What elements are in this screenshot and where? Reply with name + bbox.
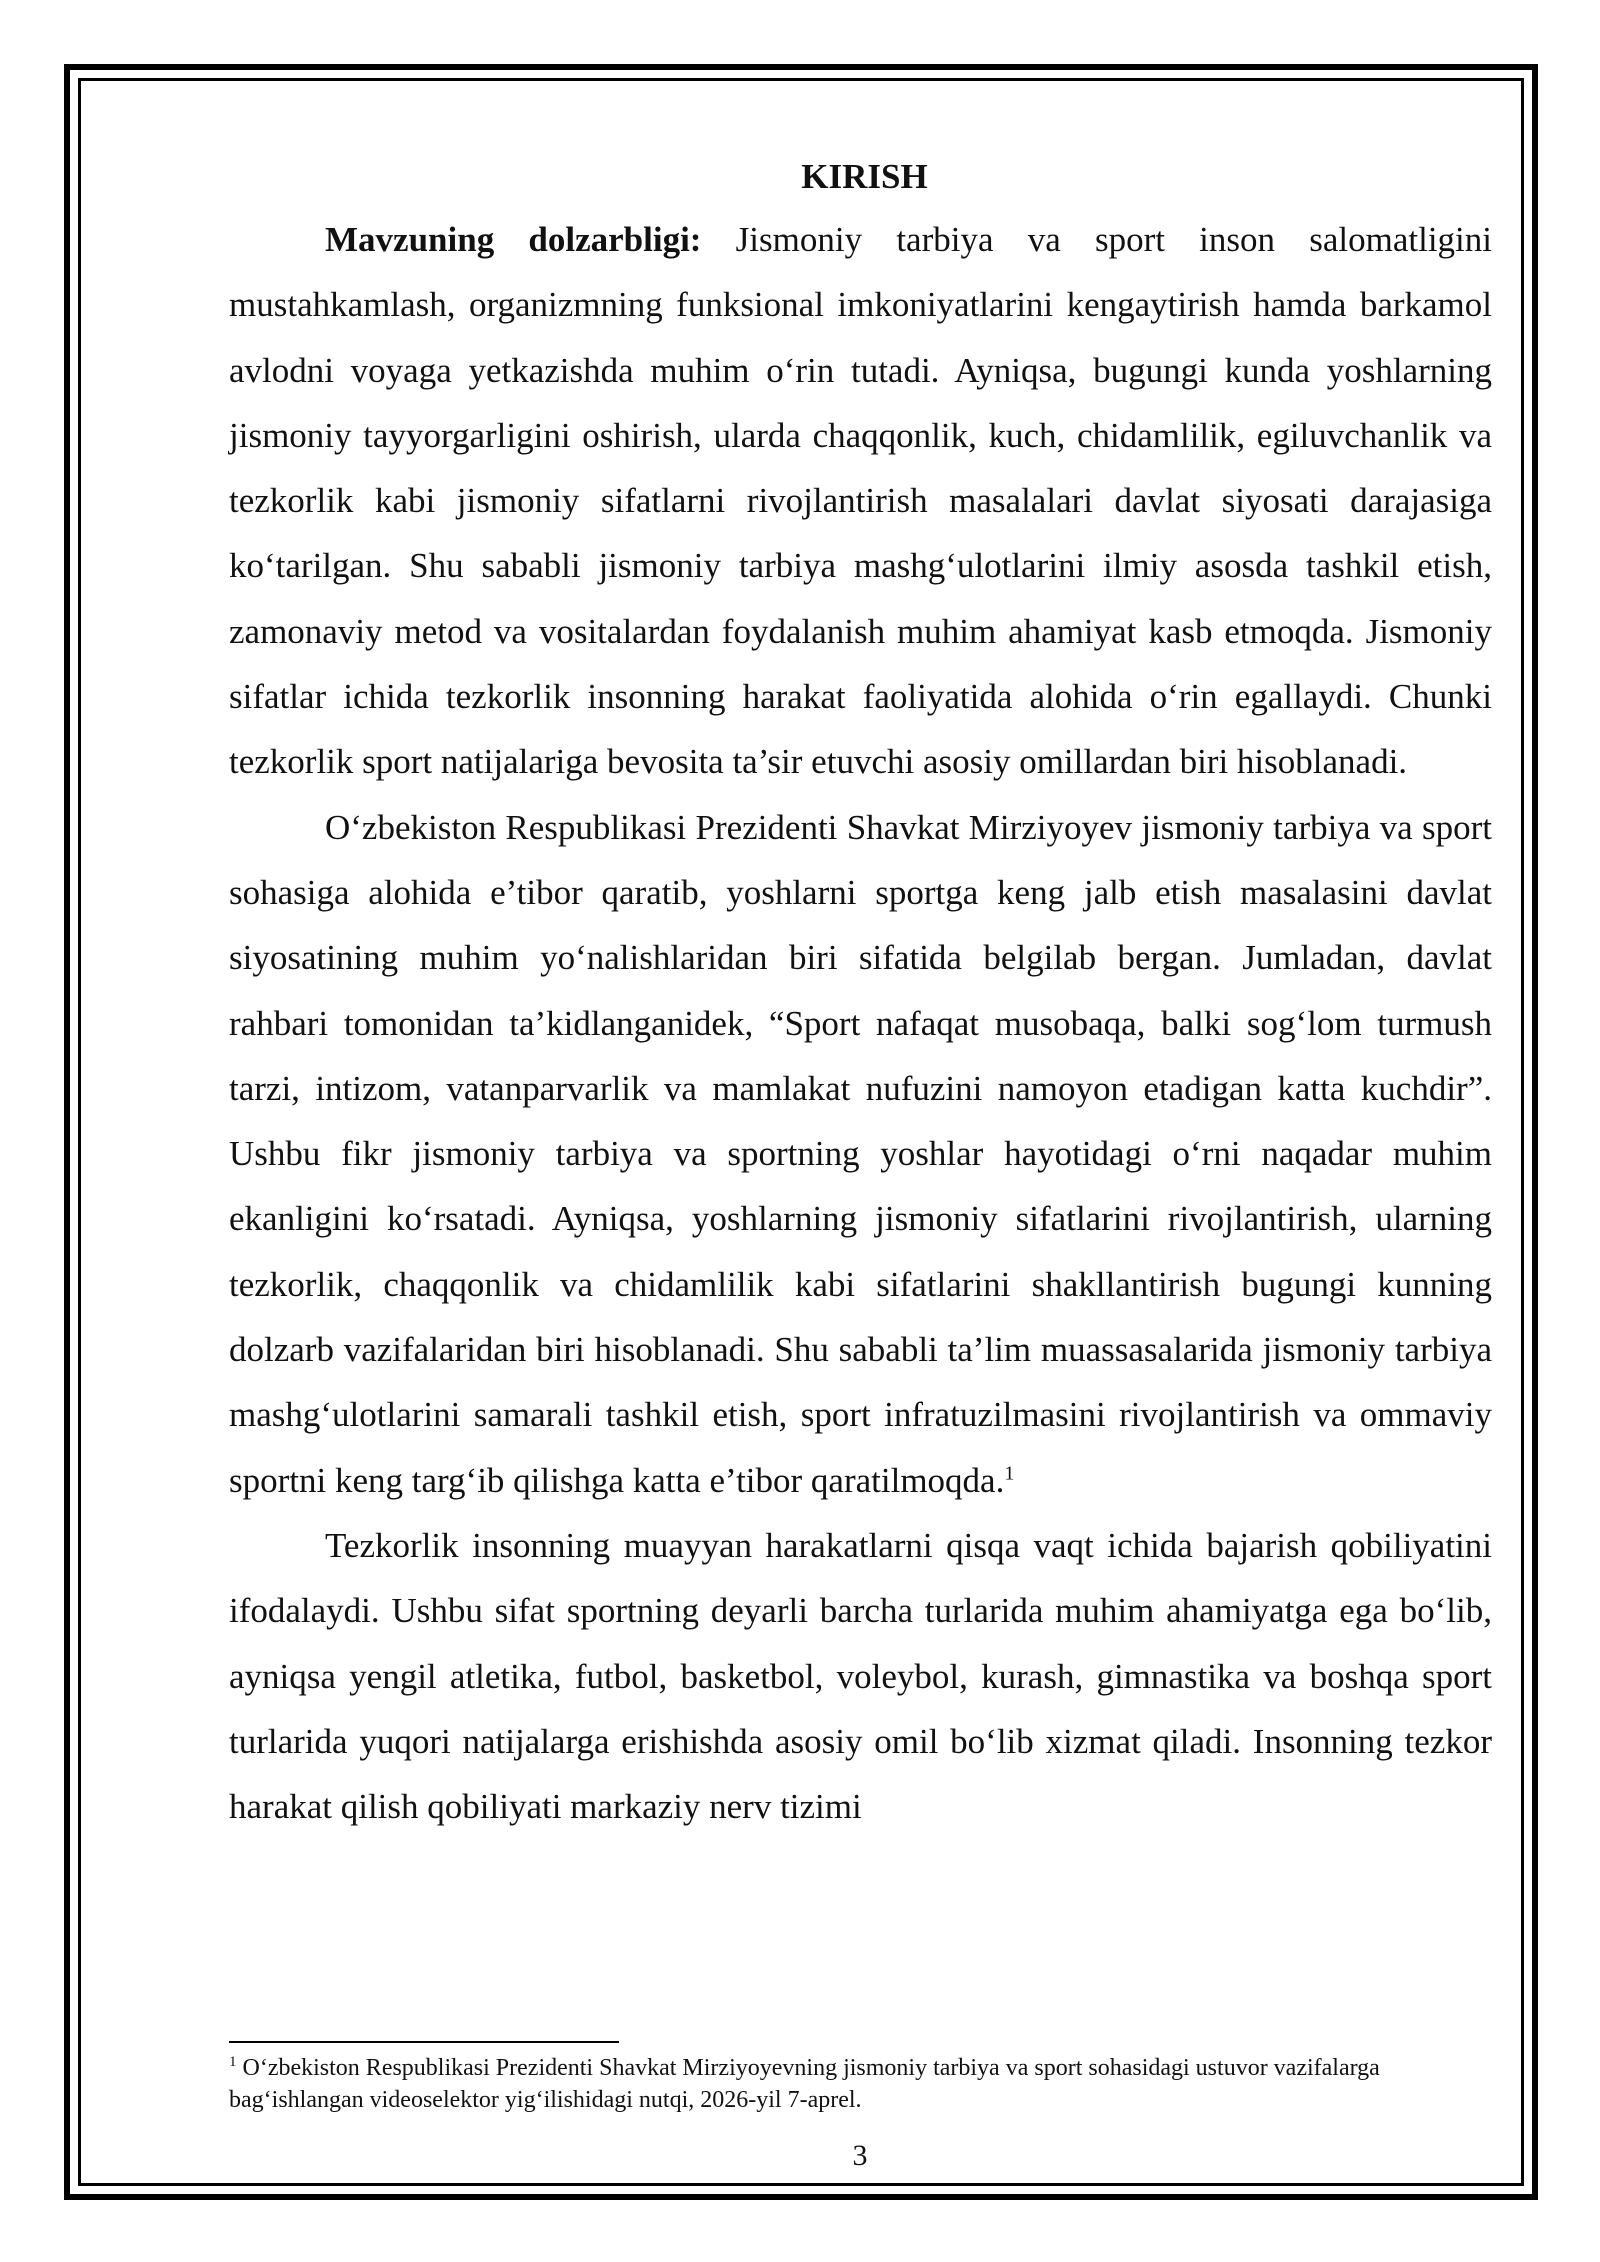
footnote-separator [229, 2041, 619, 2043]
footnote [229, 2052, 1492, 2116]
paragraph-relevance [229, 207, 1492, 795]
page-body [229, 147, 1492, 1839]
paragraph-text: O‘zbekiston Respublikasi Prezidenti Shavkat Mirziyoyev jismoniy tarbiya va sport sohasiga alohida e’tibor qaratib, yoshlarni sportga keng jalb etish masalasini davlat siyosatining muhim yo‘nalishlaridan biri sifatida belgilab bergan. Jumladan, davlat rahbari tomonidan ta’kidlanganidek, “Sport nafaqat musobaqa, balki sog‘lom turmush tarzi, intizom, vatanparvarlik va mamlakat nufuzini namoyon etadigan katta kuchdir”. Ushbu fikr jismoniy tarbiya va sportning yoshlar hayotidagi o‘rni naqadar muhim ekanligini ko‘rsatadi. Ayniqsa, yoshlarning jismoniy sifatlarini rivojlantirish, ularning tezkorlik, chaqqonlik va chidamlilik kabi sifatlarini shakllantirish bugungi kunning dolzarb vazifalaridan biri hisoblanadi. Shu sababli ta’lim muassasalarida jismoniy tarbiya mashg‘ulotlarini samarali tashkil etish, sport infratuzilmasini rivojlantirish va ommaviy sportni keng targ‘ib qilishga katta e’tibor qaratilmoqda. [229, 807, 1492, 1500]
paragraph-lead: Mavzuning dolzarbligi: [325, 220, 702, 259]
footnote-marker: 1 [229, 2054, 237, 2070]
paragraph-president [229, 795, 1492, 1513]
paragraph-speed [229, 1513, 1492, 1839]
paragraph-text: Jismoniy tarbiya va sport inson salomatligini mustahkamlash, organizmning funksional imkoniyatlarini kengaytirish hamda barkamol avlodni voyaga yetkazishda muhim o‘rin tutadi. Ayniqsa, bugungi kunda yoshlarning jismoniy tayyorgarligini oshirish, ularda chaqqonlik, kuch, chidamlilik, egiluvchanlik va tezkorlik kabi jismoniy sifatlarni rivojlantirish masalalari davlat siyosati darajasiga ko‘tarilgan. Shu sababli jismoniy tarbiya mashg‘ulotlarini ilmiy asosda tashkil etish, zamonaviy metod va vositalardan foydalanish muhim ahamiyat kasb etmoqda. Jismoniy sifatlar ichida tezkorlik insonning harakat faoliyatida alohida o‘rin egallaydi. Chunki tezkorlik sport natijalariga bevosita ta’sir etuvchi asosiy omillardan biri hisoblanadi. [229, 220, 1492, 782]
footnote-reference[interactable]: 1 [1004, 1461, 1015, 1484]
page-number: 3 [852, 2139, 868, 2172]
footnote-text: O‘zbekiston Respublikasi Prezidenti Shavkat Mirziyoyevning jismoniy tarbiya va sport sohasidagi ustuvor vazifalarga bag‘ishlangan videoselektor yig‘ilishidagi nutqi, 2026-yil 7-aprel. [229, 2055, 1380, 2113]
section-heading: KIRISH [801, 157, 928, 196]
paragraph-text: Tezkorlik insonning muayyan harakatlarni qisqa vaqt ichida bajarish qobiliyatini ifodalaydi. Ushbu sifat sportning deyarli barcha turlarida muhim ahamiyatga ega bo‘lib, ayniqsa yengil atletika, futbol, basketbol, voleybol, kurash, gimnastika va boshqa sport turlarida yuqori natijalarga erishishda asosiy omil bo‘lib xizmat qiladi. Insonning tezkor harakat qilish qobiliyati markaziy nerv tizimi [229, 1525, 1492, 1827]
